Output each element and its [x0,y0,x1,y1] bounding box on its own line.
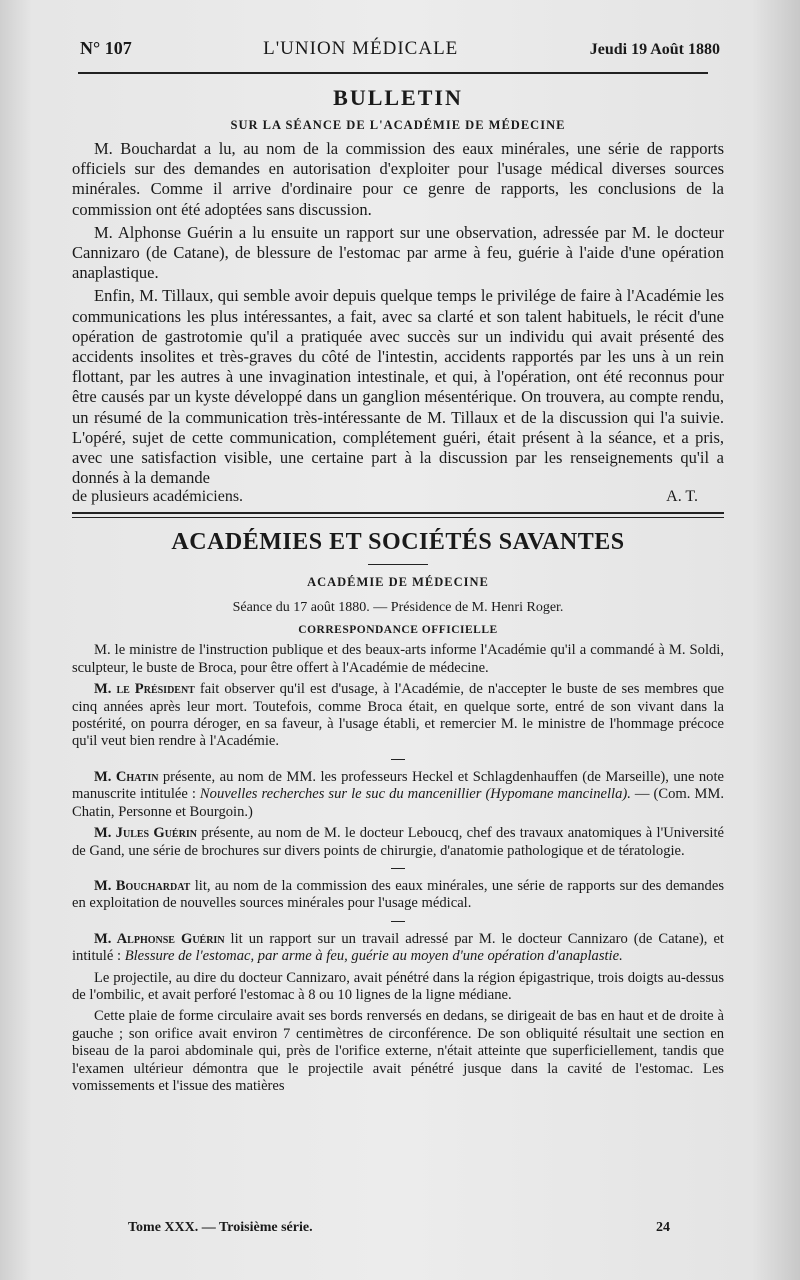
speaker-name: M. Bouchardat [94,877,191,894]
tome-label: Tome XXX. — Troisième série. [128,1220,313,1235]
paragraph-text: lit un rapport sur un travail adressé par M. le docteur Cannizaro (de Catane), et intitulé : [72,930,724,965]
bulletin-title: BULLETIN [333,85,463,110]
journal-title: L'UNION MÉDICALE [263,38,459,59]
academie-paragraph [72,931,724,966]
section-divider [72,512,724,518]
correspondance-heading: CORRESPONDANCE OFFICIELLE [298,624,498,637]
title-italic: Blessure de l'estomac, par arme à feu, guérie au moyen d'une opération d'anaplastie. [124,948,623,965]
paragraph-text: fait observer qu'il est d'usage, à l'Académie, de n'accepter le buste de ses membres que cinq années après leur mort. Toutefois, comme Broca était, en quelque sorte, entré de son vivant dans la postérité, on pourra déroger, en sa faveur, à l'usage établi, et remercier M. le ministre de l'hommage précoce qu'il veut bien rendre à l'Académie. [72,681,724,750]
academies-section [72,528,724,1095]
separator [391,868,405,869]
bulletin-signature-line [72,488,724,506]
bulletin-subtitle: SUR LA SÉANCE DE L'ACADÉMIE DE MÉDECINE [230,118,566,132]
paragraph-text: présente, au nom de MM. les professeurs Heckel et Schlagdenhauffen (de Marseille), une note manuscrite intitulée : [72,768,725,803]
academie-paragraph [72,825,724,860]
bulletin-paragraph: M. Bouchardat a lu, au nom de la commission des eaux minérales, une série de rapports officiels sur des demandes en autorisation d'exploiter pour l'usage médical diverses sources minérales. Comme il arrive d'ordinaire pour ce genre de rapports, les conclusions de la commission ont été adoptées sans discussion. [72,139,724,219]
academie-paragraph [72,681,724,751]
academies-title: ACADÉMIES ET SOCIÉTÉS SAVANTES [171,529,625,556]
page-header [80,38,720,60]
bulletin-paragraph: M. Alphonse Guérin a lu ensuite un rapport sur une observation, adressée par M. le docteur Cannizaro (de Catane), de blessure de l'estomac par arme à feu, guérie à l'aide d'une opération anaplastique. [72,222,724,283]
paragraph-text: présente, au nom de M. le docteur Leboucq, chef des travaux anatomiques à l'Université de Gand, une série de brochures sur divers points de chirurgie, d'anatomie pathologique et de tératologie. [72,825,725,859]
speaker-name: M. le Président [94,681,195,698]
academie-paragraph: Le projectile, au dire du docteur Cannizaro, avait pénétré dans la région épigastrique, trois doigts au-dessus de l'ombilic, et avait perforé l'estomac à 8 ou 10 lignes de la ligne médiane. [72,969,724,1003]
seance-line: Séance du 17 août 1880. — Présidence de M. Henri Roger. [232,600,564,616]
paragraph-text: — (Com. MM. Chatin, Personne et Bourgoin.) [72,786,724,820]
page-footer [128,1220,670,1236]
title-italic: Nouvelles recherches sur le suc du mancenillier (Hypomane mancinella). [199,786,631,803]
issue-number: N° 107 [80,38,132,58]
speaker-name: M. Jules Guérin [94,825,197,842]
bulletin-signature: A. T. [666,488,698,506]
speaker-name: M. Alphonse Guérin [94,930,225,947]
bulletin-last-line: de plusieurs académiciens. [72,488,244,506]
title-rule [368,564,428,565]
issue-date: Jeudi 19 Août 1880 [589,41,720,58]
page-number: 24 [656,1220,670,1235]
paragraph-text: lit, au nom de la commission des eaux minérales, une série de rapports sur des demandes en exploitation de nouvelles sources minérales pour l'usage médical. [72,877,724,912]
page-content [72,84,724,1095]
academie-subtitle: ACADÉMIE DE MÉDECINE [307,575,489,590]
separator [391,759,405,760]
bulletin-paragraph: Enfin, M. Tillaux, qui semble avoir depuis quelque temps le privilége de faire à l'Académie les communications les plus intéressantes, a fait, avec sa clarté et son talent habituels, le récit d'une opération de gastrotomie qu'il a pratiquée avec succès sur un individu qui avait présenté des accidents insolites et très-graves du côté de l'intestin, accidents rapportés par les uns à un rein flottant, par les autres à une invagination intestinale, et qui, à l'opération, ont été reconnus pour être causés par un kyste développé dans un ganglion mésentérique. On trouvera, au compte rendu, un résumé de la communication très-intéressante de M. Tillaux et de la discussion qui l'a suivie. L'opéré, sujet de cette communication, complétement guéri, était présent à la séance, et a pris, avec une satisfaction visible, une certaine part à la discussion par les renseignements qu'il a donnés à la demande [72,286,724,488]
academie-paragraph: Cette plaie de forme circulaire avait ses bords renversés en dedans, se dirigeait de bas en haut et de droite à gauche ; son orifice avait environ 7 centimètres de circonférence. De son obliquité résultait une section en biseau de la paroi abdominale qui, près de l'orifice externe, n'était atteinte que superficiellement, tandis que l'examen ultérieur démontra que le projectile avait pénétré jusque dans la cavité de l'estomac. Les vomissements et l'issue des matières [72,1008,724,1094]
speaker-name: M. Chatin [94,768,159,785]
separator [391,921,405,922]
academie-paragraph [72,769,724,821]
header-rule [78,72,708,74]
academie-paragraph: M. le ministre de l'instruction publique et des beaux-arts informe l'Académie qu'il a commandé à M. Soldi, sculpteur, le buste de Broca, pour être offert à l'Académie de médecine. [72,642,724,676]
bulletin-section [72,84,724,506]
academie-paragraph [72,878,724,913]
